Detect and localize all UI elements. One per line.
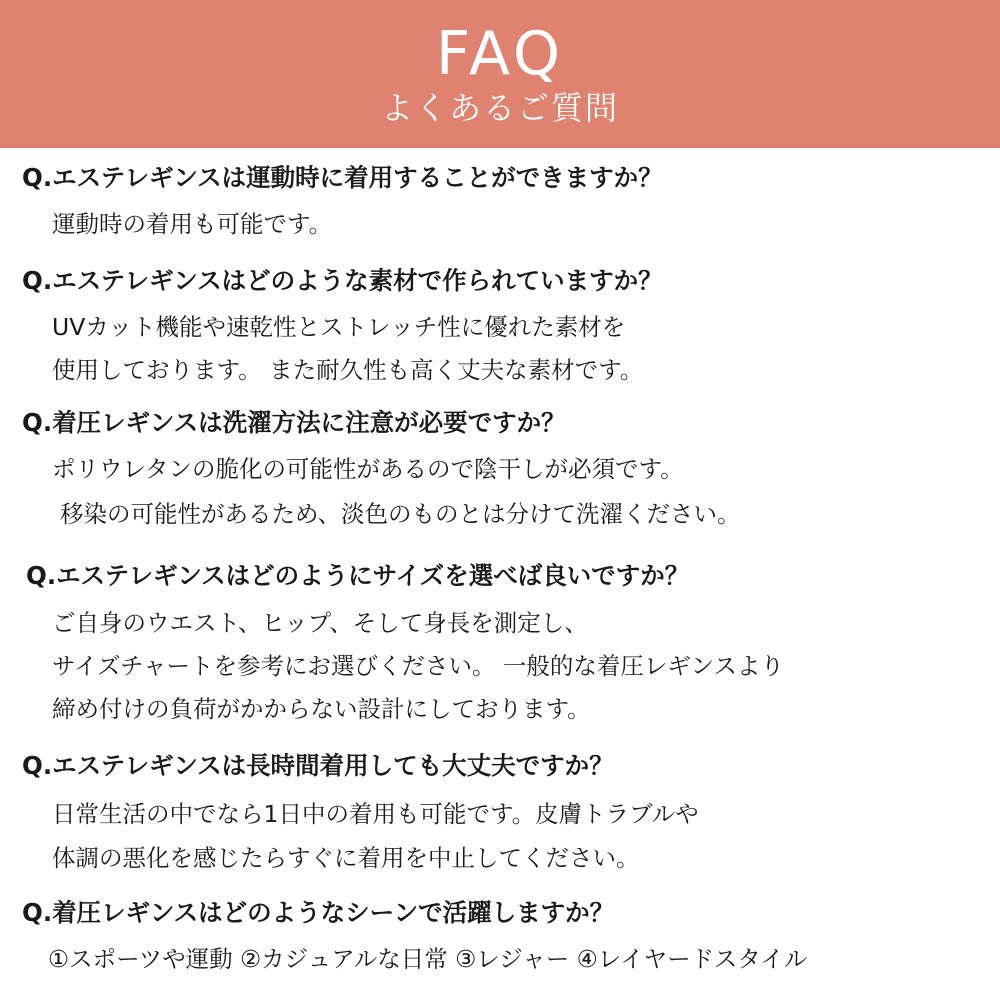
faq-question-5: Q.エステレギンスは長時間着用しても大丈夫ですか？ — [22, 751, 614, 780]
faq-question-6: Q.着圧レギンスはどのようなシーンで活躍しますか？ — [22, 898, 615, 927]
faq-answer-4-line-3: 締め付けの負荷がかからない設計にしております。 — [52, 695, 591, 723]
faq-answer-2-line-1: UVカット機能や速乾性とストレッチ性に優れた素材を — [52, 313, 626, 341]
faq-answer-6-line-1: ①スポーツや運動 ②カジュアルな日常 ③レジャー ④レイヤードスタイル — [48, 945, 808, 973]
header-banner — [0, 0, 1000, 148]
faq-answer-5-line-1: 日常生活の中でなら1日中の着用も可能です。皮膚トラブルや — [52, 800, 699, 828]
faq-answer-1-line-1: 運動時の着用も可能です。 — [52, 210, 333, 238]
faq-question-4: Q.エステレギンスはどのようにサイズを選べば良いですか？ — [26, 561, 690, 590]
faq-answer-4-line-1: ご自身のウエスト、ヒップ、そして身長を測定し、 — [52, 609, 588, 637]
faq-answer-3-line-2: 移染の可能性があるため、淡色のものとは分けて洗濯ください。 — [60, 500, 741, 528]
faq-question-3: Q.着圧レギンスは洗濯方法に注意が必要ですか？ — [22, 408, 566, 437]
faq-answer-4-line-2: サイズチャートを参考にお選びください。 一般的な着圧レギンスより — [52, 652, 784, 680]
faq-answer-2-line-2: 使用しております。 また耐久性も高く丈夫な素材です。 — [52, 356, 644, 384]
page-title: FAQ — [435, 19, 565, 89]
faq-answer-3-line-1: ポリウレタンの脆化の可能性があるので陰干しが必須です。 — [52, 455, 684, 483]
faq-question-1: Q.エステレギンスは運動時に着用することができますか？ — [22, 163, 663, 192]
faq-answer-5-line-2: 体調の悪化を感じたらすぐに着用を中止してください。 — [52, 844, 640, 872]
faq-question-2: Q.エステレギンスはどのような素材で作られていますか？ — [22, 266, 663, 295]
page-subtitle: よくあるご質問 — [380, 89, 619, 127]
